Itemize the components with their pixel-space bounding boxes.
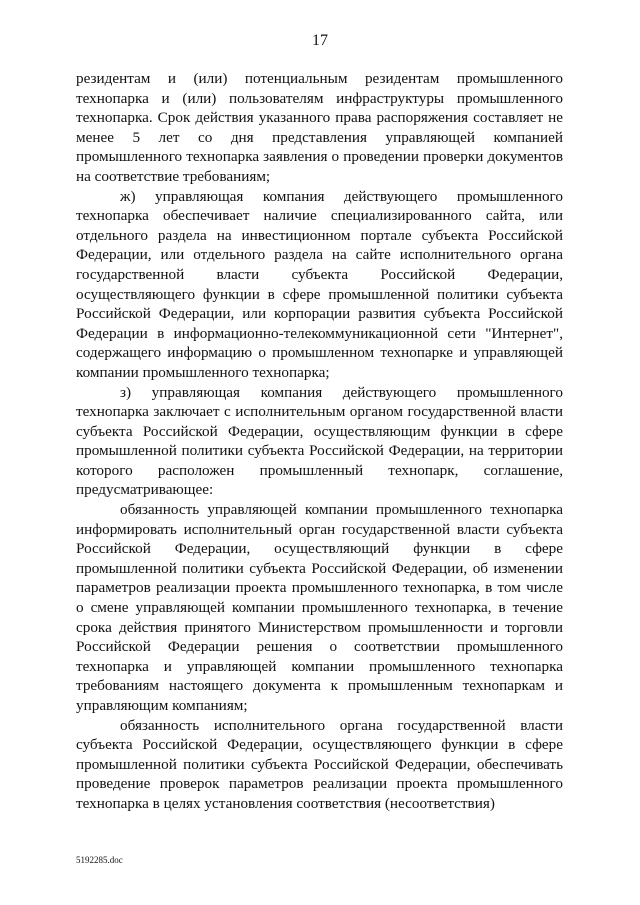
file-name-footer: 5192285.doc	[76, 855, 123, 865]
paragraph-item-zh: ж) управляющая компания действующего промышленного технопарка обеспечивает наличие специализированного сайта, или отдельного раздела на инвестиционном портале субъекта Российской Федерации, или отдельного раздела на сайте исполнительного органа государственной власти субъекта Российской Федерации, осуществляющего функции в сфере промышленной политики субъекта Российской Федерации, или корпорации развития субъекта Российской Федерации в информационно-телекоммуникационной сети "Интернет", содержащего информацию о промышленном технопарке и управляющей компании промышленного технопарка;	[76, 187, 563, 381]
paragraph-obligation-authority: обязанность исполнительного органа государственной власти субъекта Российской Федерации, осуществляющего функции в сфере промышленной политики субъекта Российской Федерации, обеспечивать проведение проверок параметров реализации проекта промышленного технопарка в целях установления соответствия (несоответствия)	[76, 716, 563, 812]
paragraph-continuation: резидентам и (или) потенциальным резидентам промышленного технопарка и (или) пользователям инфраструктуры промышленного технопарка. Срок действия указанного права распоряжения составляет не менее 5 лет со дня представления управляющей компанией промышленного технопарка заявления о проведении проверки документов на соответствие требованиям;	[76, 70, 563, 185]
paragraph-obligation-company: обязанность управляющей компании промышленного технопарка информировать исполнительный орган государственной власти субъекта Российской Федерации, осуществляющий функции в сфере промышленной политики субъекта Российской Федерации, об изменении параметров реализации проекта промышленного технопарка, в том числе о смене управляющей компании промышленного технопарка, в течение срока действия принятого Министерством промышленности и торговли Российской Федерации решения о соответствии промышленного технопарка и управляющей компании промышленного технопарка требованиям настоящего документа к промышленным технопаркам и управляющим компаниям;	[76, 501, 563, 714]
paragraph-item-z: з) управляющая компания действующего промышленного технопарка заключает с исполнительным органом государственной власти субъекта Российской Федерации, осуществляющим функции в сфере промышленной политики субъекта Российской Федерации, на территории которого расположен промышленный технопарк, соглашение, предусматривающее:	[76, 383, 563, 499]
document-body	[76, 69, 563, 814]
page-number: 17	[312, 32, 328, 49]
